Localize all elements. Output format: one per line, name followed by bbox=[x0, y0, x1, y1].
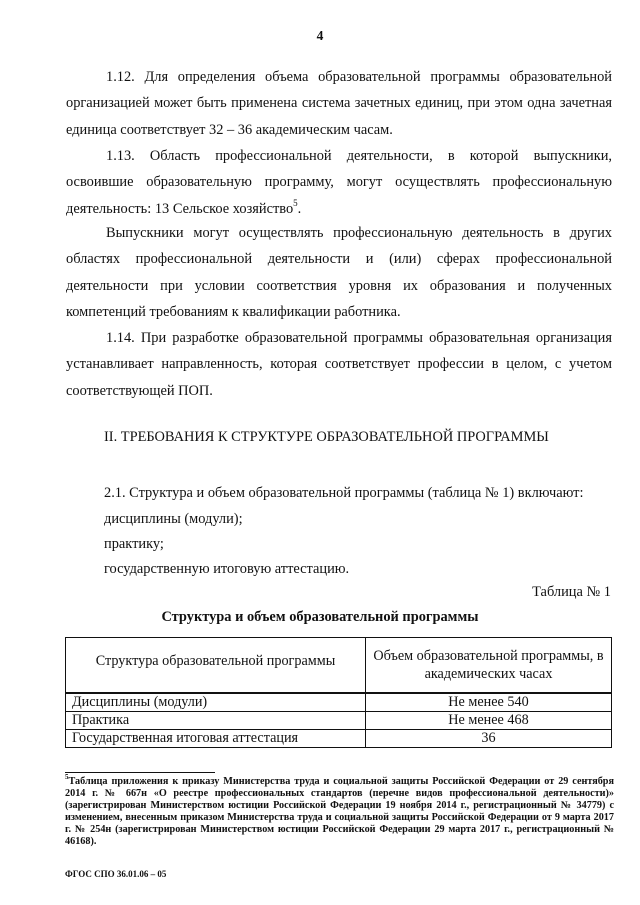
footnote-ref: 5 bbox=[293, 197, 298, 208]
page-number: 4 bbox=[316, 28, 324, 43]
paragraph-graduates bbox=[66, 220, 612, 325]
table-row bbox=[66, 712, 612, 730]
table-row bbox=[66, 693, 612, 712]
structure-table bbox=[65, 637, 612, 748]
section-2-intro: 2.1. Структура и объем образовательной программы (таблица № 1) включают: bbox=[104, 485, 584, 501]
list-item-disciplines: дисциплины (модули); bbox=[104, 511, 243, 527]
table-header-structure: Структура образовательной программы bbox=[66, 638, 366, 694]
table-cell-name: Практика bbox=[66, 712, 366, 730]
paragraph-1-12-text: 1.12. Для определения объема образовательной программы образовательной организацией может быть применена система зачетных единиц, при этом одна зачетная единица соответствует 32 – 36 академическим часам. bbox=[66, 69, 612, 138]
document-footer: ФГОС СПО 36.01.06 – 05 bbox=[65, 869, 167, 879]
footnote bbox=[65, 772, 614, 848]
list-item-practice: практику; bbox=[104, 536, 164, 552]
section-heading: II. ТРЕБОВАНИЯ К СТРУКТУРЕ ОБРАЗОВАТЕЛЬНОЙ ПРОГРАММЫ bbox=[104, 429, 549, 445]
footnote-marker: 5 bbox=[65, 772, 69, 781]
table-header-volume: Объем образовательной программы, в академических часах bbox=[366, 638, 612, 694]
table-cell-value: Не менее 540 bbox=[366, 693, 612, 712]
table-cell-value: 36 bbox=[366, 730, 612, 748]
footnote-text: Таблица приложения к приказу Министерства труда и социальной защиты Российской Федерации от 29 сентября 2014 г. № 667н «О реестре профессиональных стандартов (перечне видов профессиональной деятельности)» (зарегистрирован Министерством юстиции Российской Федерации 19 ноября 2014 г., регистрационный № 34779) с изменением, внесенным приказом Министерства труда и социальной защиты Российской Федерации от 9 марта 2017 г. № 254н (зарегистрирован Министерством юстиции Российской Федерации 29 марта 2017 г., регистрационный № 46168). bbox=[65, 776, 614, 847]
table-row bbox=[66, 730, 612, 748]
paragraph-1-14-text: 1.14. При разработке образовательной программы образовательная организация устанавливает направленность, которая соответствует профессии в целом, с учетом соответствующей ПОП. bbox=[66, 330, 612, 399]
table-label: Таблица № 1 bbox=[532, 584, 611, 600]
table-cell-name: Дисциплины (модули) bbox=[66, 693, 366, 712]
table-cell-name: Государственная итоговая аттестация bbox=[66, 730, 366, 748]
footnote-divider bbox=[65, 772, 215, 773]
paragraph-graduates-text: Выпускники могут осуществлять профессиональную деятельность в других областях профессиональной деятельности и (или) сферах профессиональной деятельности при условии соответствия уровня их образования и полученных компетенций требованиям к квалификации работника. bbox=[66, 225, 612, 320]
paragraph-1-14 bbox=[66, 325, 612, 404]
paragraph-1-13-text: 1.13. Область профессиональной деятельности, в которой выпускники, освоившие образовательную программу, могут осуществлять профессиональную деятельность: 13 Сельское хозяйство bbox=[66, 148, 612, 217]
list-item-attestation: государственную итоговую аттестацию. bbox=[104, 561, 350, 577]
paragraph-1-13: 1.13. Область профессиональной деятельности, в которой выпускники, освоившие образовательную программу, могут осуществлять профессиональную деятельность: 13 Сельское хозяйство$^5$. bbox=[66, 148, 612, 217]
table-cell-value: Не менее 468 bbox=[366, 712, 612, 730]
table-header-row bbox=[66, 638, 612, 694]
table-title: Структура и объем образовательной программы bbox=[161, 609, 479, 625]
paragraph-1-12 bbox=[66, 64, 612, 143]
